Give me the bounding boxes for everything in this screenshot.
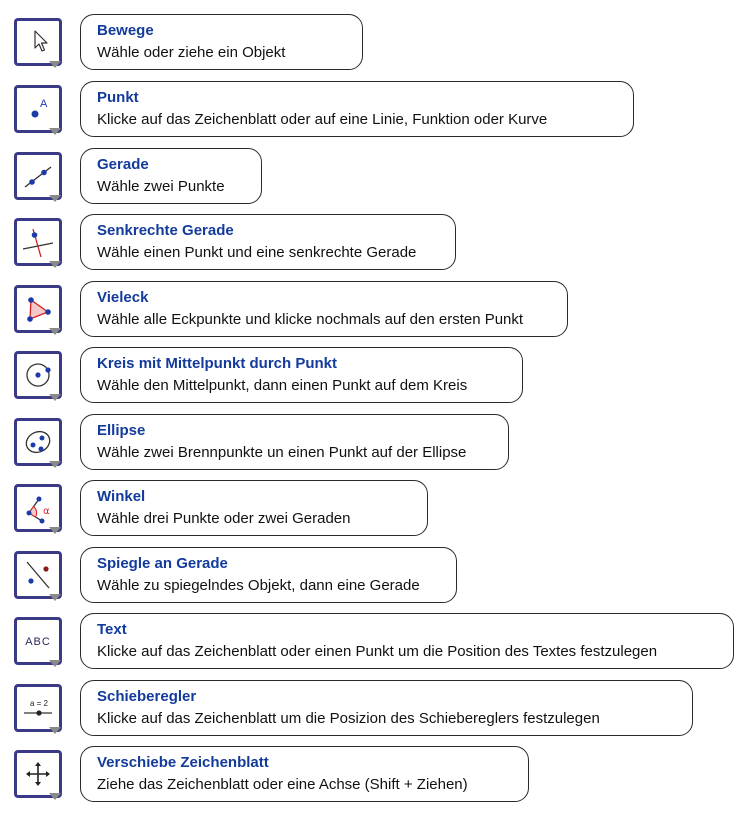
perpendicular-line-icon (17, 221, 59, 263)
tool-button-move-graphics[interactable] (14, 750, 62, 798)
tool-menu-arrow-icon (49, 61, 61, 68)
tool-description: Wähle einen Punkt und eine senkrechte Gerade (97, 244, 417, 261)
tooltip (80, 746, 529, 802)
tool-description: Wähle den Mittelpunkt, dann einen Punkt auf dem Kreis (97, 377, 468, 394)
circle-center-point-icon (17, 354, 59, 396)
tool-menu-arrow-icon (49, 727, 61, 734)
tooltip (80, 547, 457, 603)
slider-icon (17, 687, 59, 729)
tool-description: Wähle zwei Punkte (97, 178, 225, 195)
tool-description: Wähle zu spiegelndes Objekt, dann eine Gerade (97, 577, 420, 594)
tool-title: Verschiebe Zeichenblatt (97, 754, 269, 771)
tooltip (80, 347, 523, 403)
slider-icon-label: a = 2 (29, 699, 49, 708)
tool-button-line[interactable] (14, 152, 62, 200)
tool-menu-arrow-icon (49, 594, 61, 601)
tool-title: Spiegle an Gerade (97, 555, 228, 572)
tool-menu-arrow-icon (49, 461, 61, 468)
reflect-line-icon (17, 554, 59, 596)
tool-menu-arrow-icon (49, 128, 61, 135)
tool-title: Bewege (97, 22, 154, 39)
tool-title: Schieberegler (97, 688, 197, 705)
tool-description: Klicke auf das Zeichenblatt um die Posizion des Schiebereglers festzulegen (97, 710, 600, 727)
tooltip (80, 680, 693, 736)
line-icon (17, 155, 59, 197)
tool-menu-arrow-icon (49, 394, 61, 401)
tool-button-slider[interactable] (14, 684, 62, 732)
tool-title: Senkrechte Gerade (97, 222, 234, 239)
tooltip (80, 81, 634, 137)
text-icon (17, 620, 59, 662)
tool-title: Gerade (97, 156, 149, 173)
tool-title: Text (97, 621, 127, 638)
tool-title: Vieleck (97, 289, 149, 306)
ellipse-icon (17, 421, 59, 463)
tool-button-angle[interactable] (14, 484, 62, 532)
text-icon-label: ABC (25, 636, 51, 648)
tool-description: Ziehe das Zeichenblatt oder eine Achse (Shift + Ziehen) (97, 776, 468, 793)
tool-description: Klicke auf das Zeichenblatt oder auf eine Linie, Funktion oder Kurve (97, 111, 548, 128)
tool-button-text[interactable] (14, 617, 62, 665)
tool-menu-arrow-icon (49, 660, 61, 667)
tool-button-move[interactable] (14, 18, 62, 66)
tool-menu-arrow-icon (49, 328, 61, 335)
move-graphics-view-icon (17, 753, 59, 795)
tool-menu-arrow-icon (49, 261, 61, 268)
tooltip (80, 613, 734, 669)
svg-text:α: α (43, 506, 50, 517)
tool-title: Punkt (97, 89, 139, 106)
tool-button-ellipse[interactable] (14, 418, 62, 466)
tool-menu-arrow-icon (49, 195, 61, 202)
point-icon (17, 88, 59, 130)
tool-title: Ellipse (97, 422, 146, 439)
tool-title: Kreis mit Mittelpunkt durch Punkt (97, 355, 338, 372)
tooltip (80, 480, 428, 536)
tooltip (80, 414, 509, 470)
tooltip (80, 281, 568, 337)
tool-description: Wähle alle Eckpunkte und klicke nochmals auf den ersten Punkt (97, 311, 524, 328)
tool-menu-arrow-icon (49, 527, 61, 534)
svg-text:A: A (40, 98, 48, 110)
tool-button-polygon[interactable] (14, 285, 62, 333)
tool-button-reflect[interactable] (14, 551, 62, 599)
tool-button-circle[interactable] (14, 351, 62, 399)
tooltip (80, 214, 456, 270)
polygon-icon (17, 288, 59, 330)
tooltip (80, 14, 363, 70)
tool-menu-arrow-icon (49, 793, 61, 800)
tool-description: Wähle oder ziehe ein Objekt (97, 44, 286, 61)
angle-icon (17, 487, 59, 529)
tool-description: Wähle drei Punkte oder zwei Geraden (97, 510, 351, 527)
tool-button-perpendicular[interactable] (14, 218, 62, 266)
tool-button-point[interactable] (14, 85, 62, 133)
tool-description: Wähle zwei Brennpunkte un einen Punkt auf der Ellipse (97, 444, 467, 461)
pointer-icon (17, 21, 59, 63)
tooltip (80, 148, 262, 204)
tool-title: Winkel (97, 488, 146, 505)
tool-description: Klicke auf das Zeichenblatt oder einen Punkt um die Position des Textes festzulegen (97, 643, 658, 660)
